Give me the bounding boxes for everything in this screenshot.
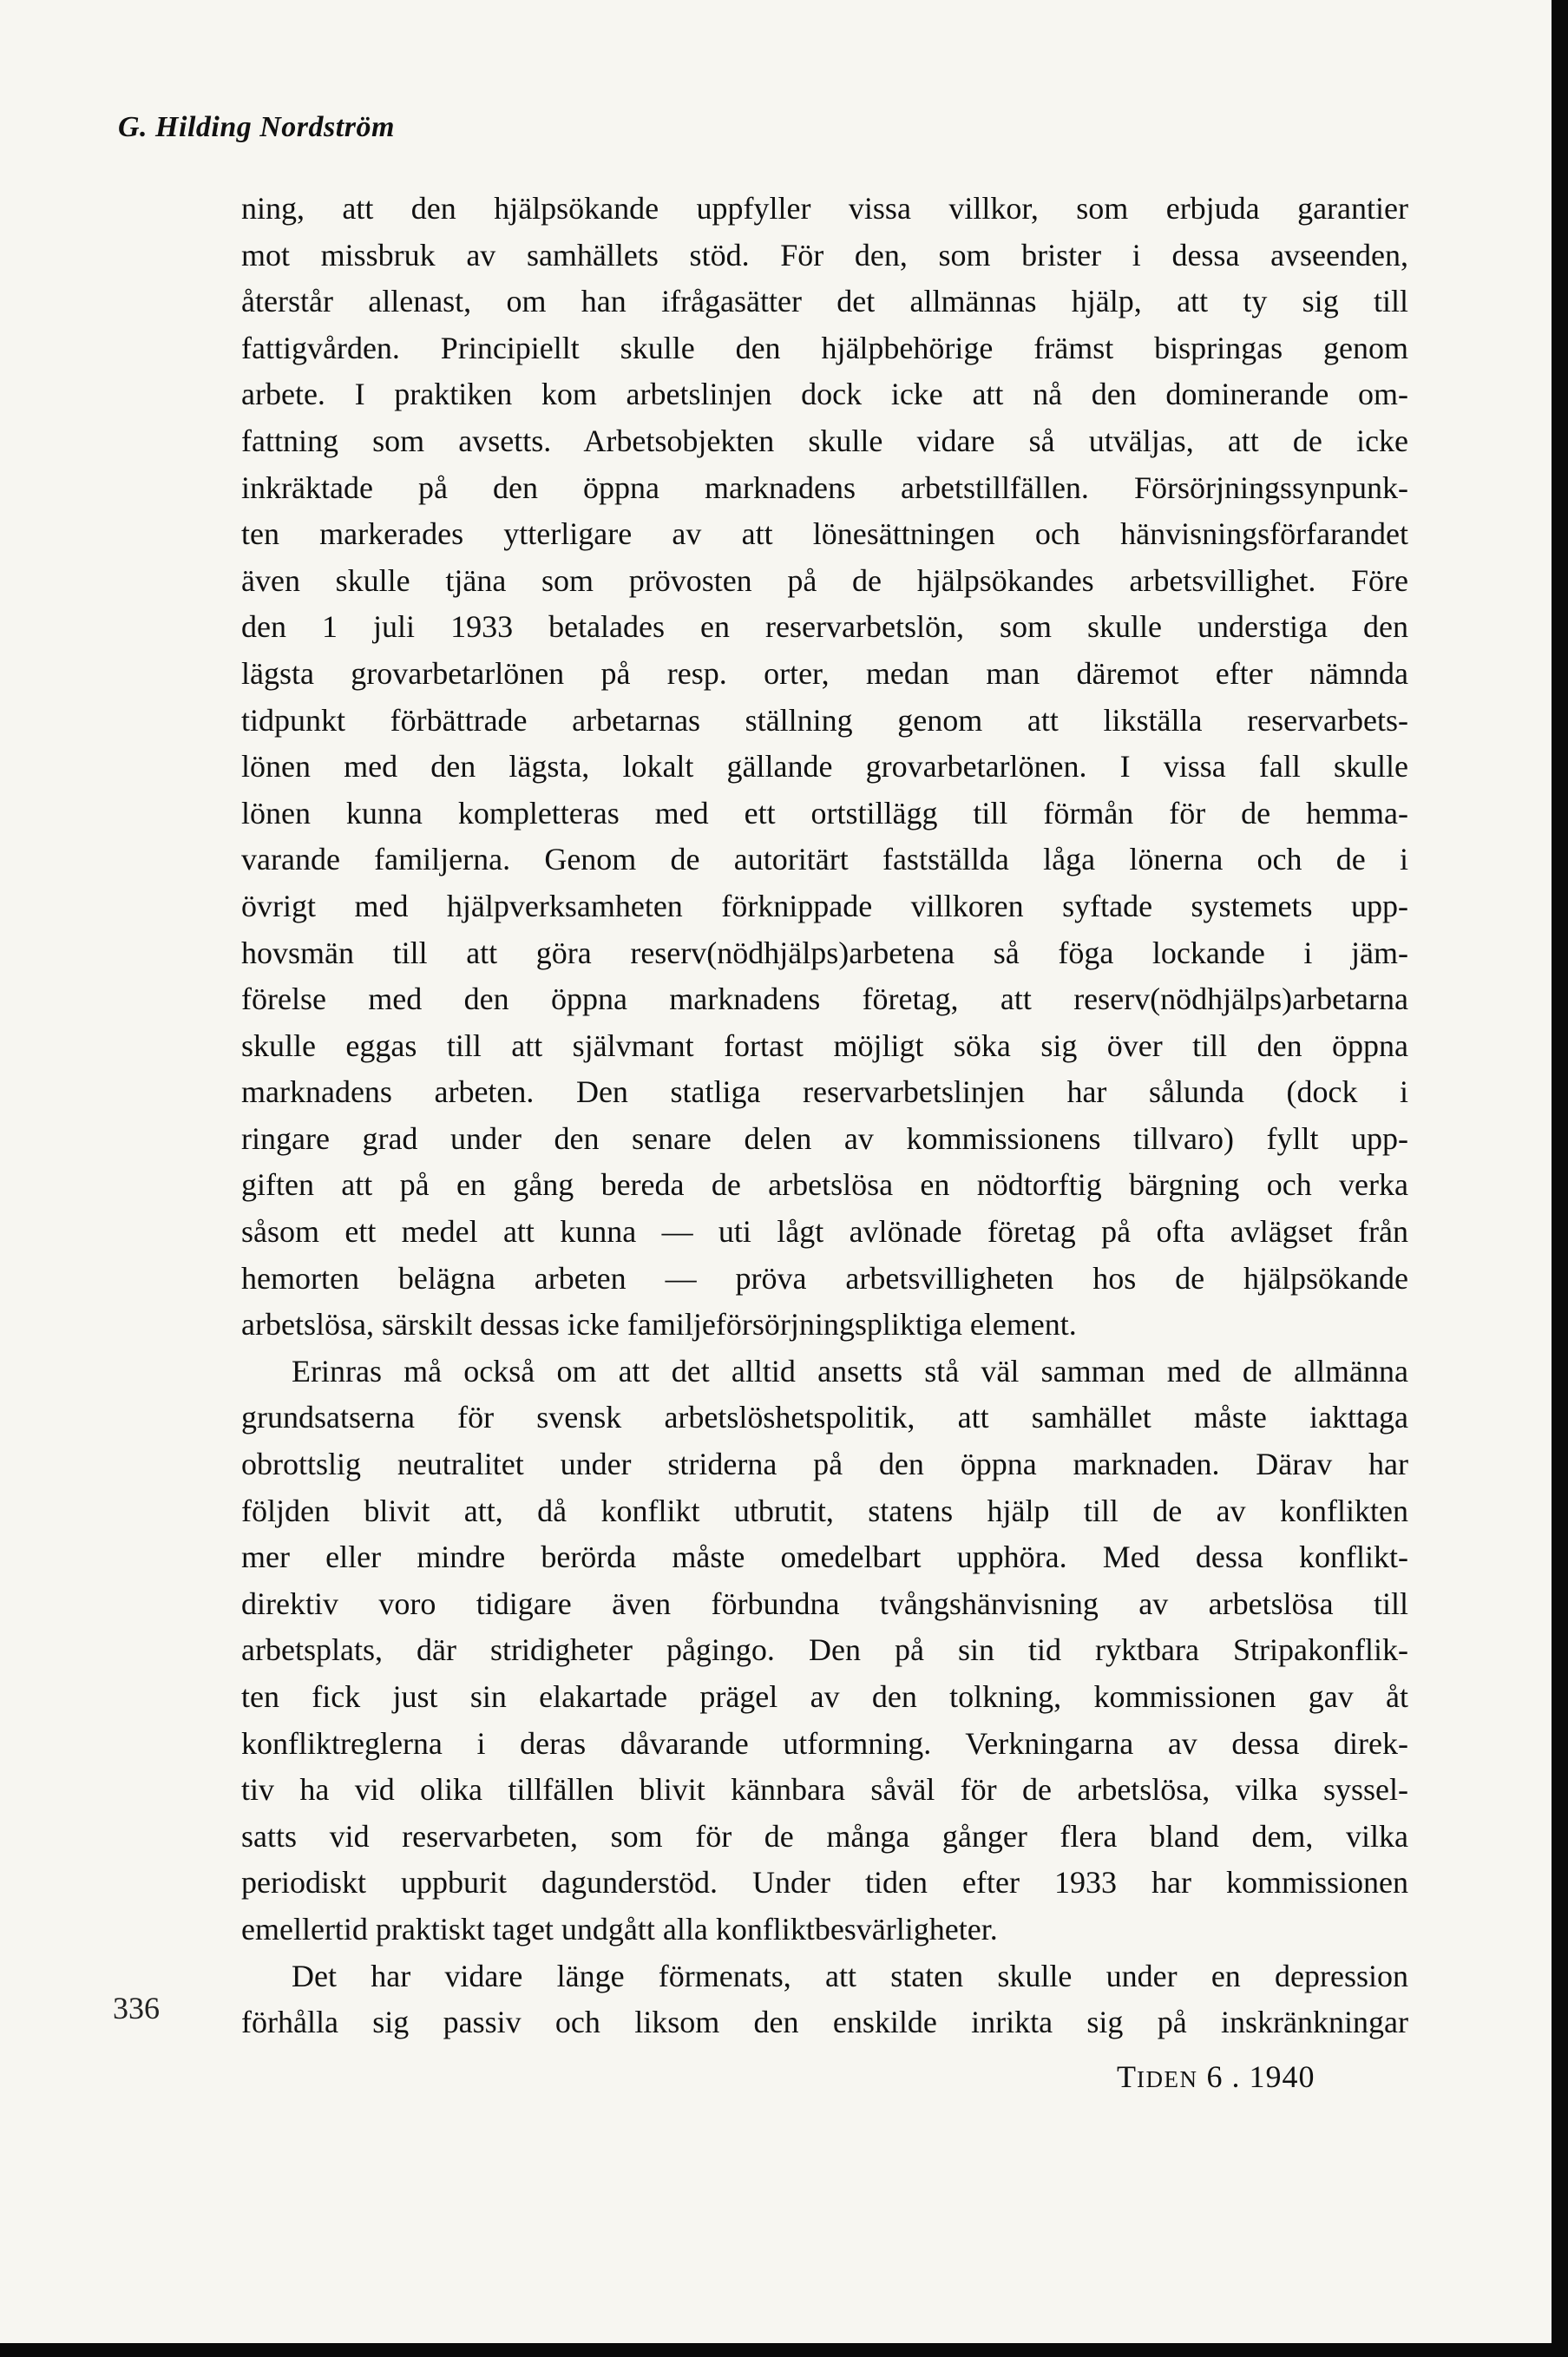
text-line: inkräktade på den öppna marknadens arbetstillfällen. Försörjningssynpunk- xyxy=(241,469,1408,505)
journal-name-initial: T xyxy=(1117,2059,1137,2094)
text-line: fattning som avsetts. Arbetsobjekten skulle vidare så utväljas, att de icke xyxy=(241,423,1408,458)
journal-footer xyxy=(1117,2058,1315,2095)
text-line: mer eller mindre berörda måste omedelbart upphöra. Med dessa konflikt- xyxy=(241,1540,1408,1575)
text-line: följden blivit att, då konflikt utbrutit, statens hjälp till de av konflikten xyxy=(241,1493,1408,1528)
text-line: hemorten belägna arbeten — pröva arbetsvilligheten hos de hjälpsökande xyxy=(241,1260,1408,1296)
text-line: ning, att den hjälpsökande uppfyller vissa villkor, som erbjuda garantier xyxy=(241,191,1408,226)
text-line: giften att på en gång bereda de arbetslösa en nödtorftig bärgning och verka xyxy=(241,1167,1408,1203)
text-line: Det har vidare länge förmenats, att staten skulle under en depression xyxy=(292,1958,1408,1993)
text-line: Erinras må också om att det alltid ansetts stå väl samman med de allmänna xyxy=(292,1353,1408,1389)
text-line: fattigvården. Principiellt skulle den hjälpbehörige främst bispringas genom xyxy=(241,330,1408,365)
text-line: obrottslig neutralitet under striderna på den öppna marknaden. Därav har xyxy=(241,1447,1408,1482)
text-line: lönen med den lägsta, lokalt gällande grovarbetarlönen. I vissa fall skulle xyxy=(241,749,1408,785)
text-line: förhålla sig passiv och liksom den enskilde inrikta sig på inskränkningar xyxy=(241,2005,1408,2040)
text-line: konfliktreglerna i deras dåvarande utformning. Verkningarna av dessa direk- xyxy=(241,1725,1408,1761)
text-line: övrigt med hjälpverksamheten förknippade villkoren syftade systemets upp- xyxy=(241,888,1408,923)
text-line: förelse med den öppna marknadens företag, att reserv(nödhjälps)arbetarna xyxy=(241,982,1408,1017)
text-line: periodiskt uppburit dagunderstöd. Under tiden efter 1933 har kommissionen xyxy=(241,1865,1408,1901)
page-number: 336 xyxy=(113,1991,160,2025)
text-line: skulle eggas till att självmant fortast möjligt söka sig över till den öppna xyxy=(241,1027,1408,1063)
text-line: varande familjerna. Genom de autoritärt fastställda låga lönerna och de i xyxy=(241,842,1408,877)
text-line: arbete. I praktiken kom arbetslinjen dock icke att nå den dominerande om- xyxy=(241,377,1408,412)
text-line: återstår allenast, om han ifrågasätter det allmännas hjälp, att ty sig till xyxy=(241,284,1408,319)
text-line: arbetsplats, där stridigheter pågingo. Den på sin tid ryktbara Stripakonflik- xyxy=(241,1632,1408,1668)
running-head: G. Hilding Nordström xyxy=(118,111,395,143)
paragraph-1 xyxy=(241,186,1408,1349)
paragraph-2 xyxy=(241,1349,1408,1953)
body-text xyxy=(241,186,1408,2046)
text-line: arbetslösa, särskilt dessas icke familjeförsörjningspliktiga element. xyxy=(241,1307,1077,1343)
journal-name-rest: IDEN xyxy=(1137,2066,1198,2092)
text-line: lägsta grovarbetarlönen på resp. orter, medan man däremot efter nämnda xyxy=(241,655,1408,691)
text-line: tidpunkt förbättrade arbetarnas ställning genom att likställa reservarbets- xyxy=(241,702,1408,738)
journal-issue: 6 . 1940 xyxy=(1206,2059,1315,2094)
text-line: lönen kunna kompletteras med ett ortstillägg till förmån för de hemma- xyxy=(241,795,1408,831)
text-line: marknadens arbeten. Den statliga reservarbetslinjen har sålunda (dock i xyxy=(241,1074,1408,1110)
text-line: den 1 juli 1933 betalades en reservarbetslön, som skulle understiga den xyxy=(241,609,1408,645)
text-line: ten markerades ytterligare av att lönesättningen och hänvisningsförfarandet xyxy=(241,516,1408,552)
text-line: satts vid reservarbeten, som för de många gånger flera bland dem, vilka xyxy=(241,1818,1408,1854)
text-line: tiv ha vid olika tillfällen blivit kännbara såväl för de arbetslösa, vilka syssel- xyxy=(241,1772,1408,1808)
text-line: mot missbruk av samhällets stöd. För den, som brister i dessa avseenden, xyxy=(241,237,1408,272)
text-line: ten fick just sin elakartade prägel av den tolkning, kommissionen gav åt xyxy=(241,1679,1408,1714)
text-line: ringare grad under den senare delen av kommissionens tillvaro) fyllt upp- xyxy=(241,1120,1408,1156)
text-line: emellertid praktiskt taget undgått alla konfliktbesvärligheter. xyxy=(241,1911,998,1947)
text-line: direktiv voro tidigare även förbundna tvångshänvisning av arbetslösa till xyxy=(241,1586,1408,1621)
text-line: såsom ett medel att kunna — uti lågt avlönade företag på ofta avlägset från xyxy=(241,1214,1408,1250)
text-line: grundsatserna för svensk arbetslöshetspolitik, att samhället måste iakttaga xyxy=(241,1400,1408,1435)
paragraph-3 xyxy=(241,1953,1408,2046)
text-line: även skulle tjäna som prövosten på de hjälpsökandes arbetsvillighet. Före xyxy=(241,562,1408,598)
text-line: hovsmän till att göra reserv(nödhjälps)arbetena så föga lockande i jäm- xyxy=(241,935,1408,970)
